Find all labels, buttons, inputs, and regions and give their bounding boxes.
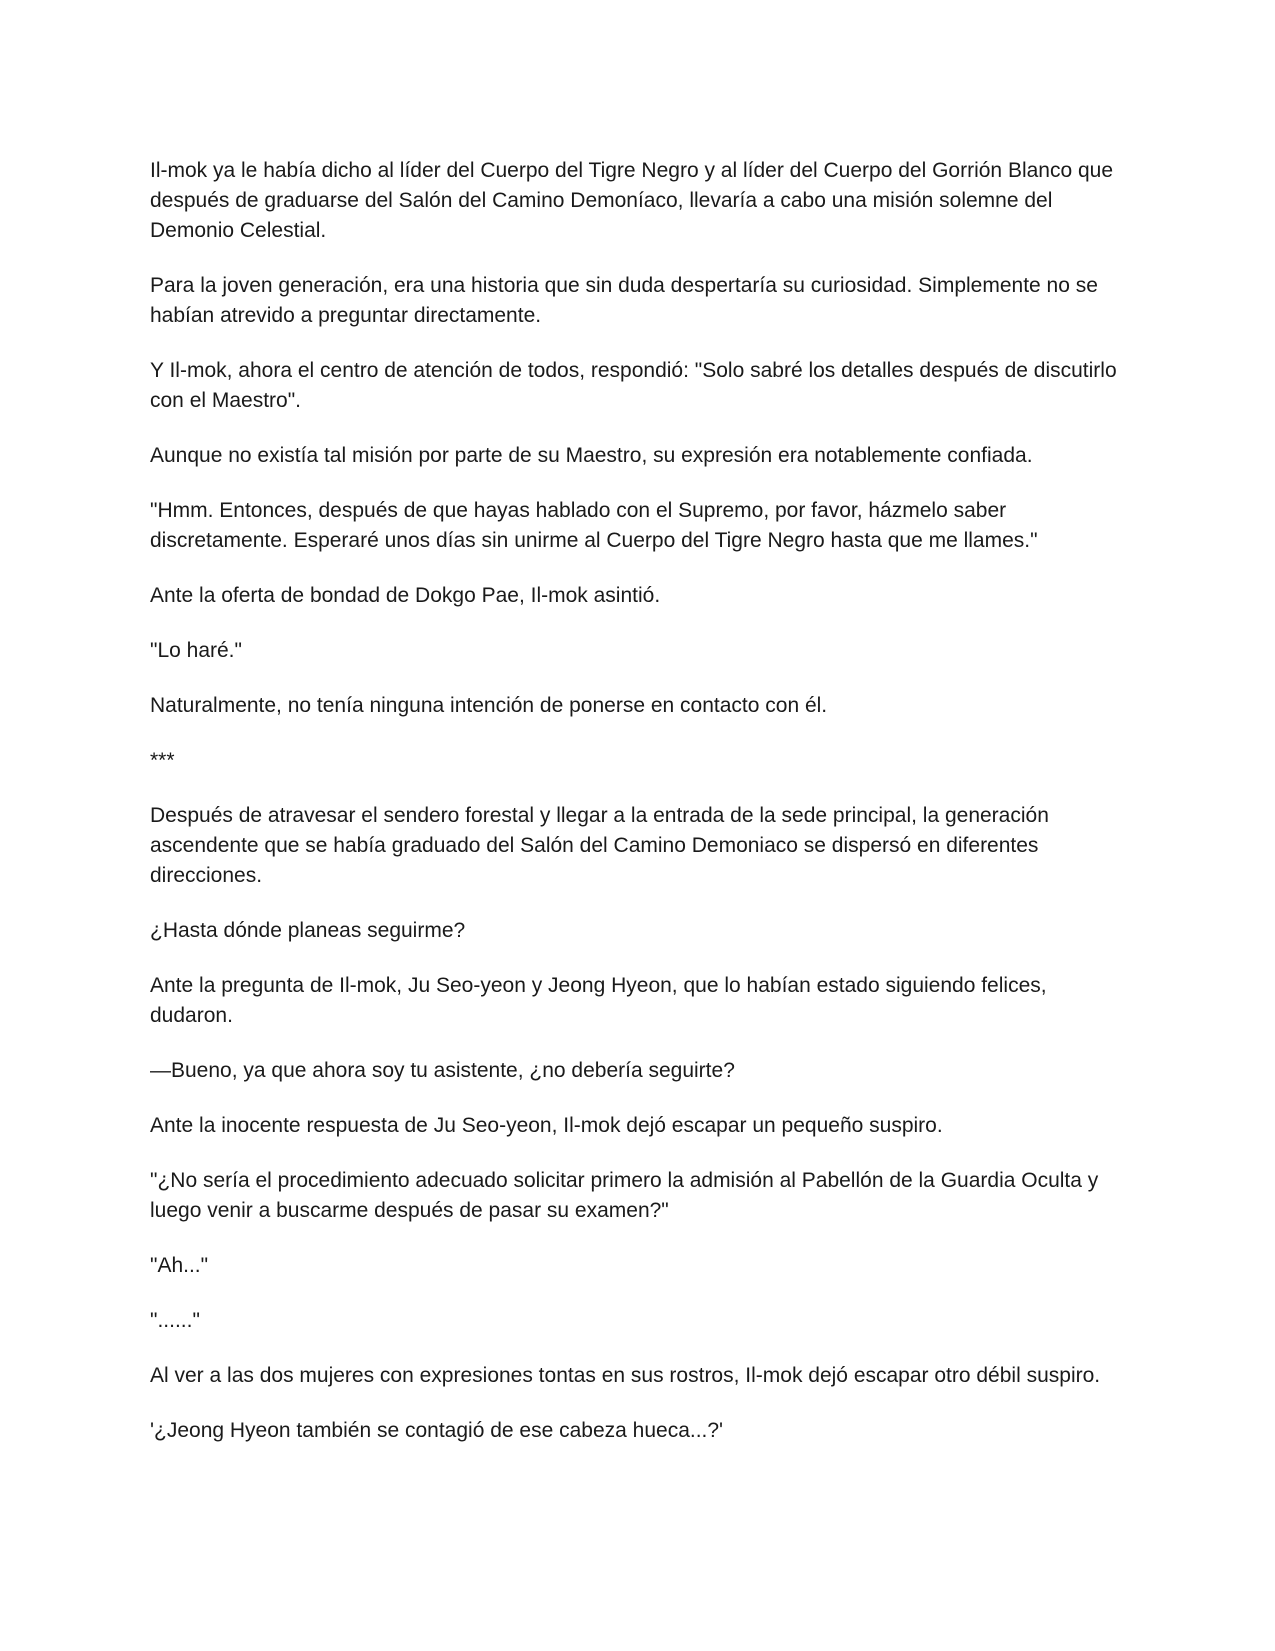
paragraph-6: Ante la oferta de bondad de Dokgo Pae, Il-mok asintió.	[150, 584, 661, 607]
paragraph-3: Y Il-mok, ahora el centro de atención de todos, respondió: "Solo sabré los detalles después de discutirlo con el Maestro".	[150, 359, 1117, 412]
paragraph-7: "Lo haré."	[150, 639, 242, 662]
paragraph-16: "Ah..."	[150, 1254, 209, 1277]
paragraph-1: Il-mok ya le había dicho al líder del Cuerpo del Tigre Negro y al líder del Cuerpo del Gorrión Blanco que después de graduarse del Salón del Camino Demoníaco, llevaría a cabo una misión solemne del Demonio Celestial.	[150, 159, 1114, 242]
paragraph-18: Al ver a las dos mujeres con expresiones tontas en sus rostros, Il-mok dejó escapar otro débil suspiro.	[150, 1364, 1101, 1387]
paragraph-4: Aunque no existía tal misión por parte de su Maestro, su expresión era notablemente confiada.	[150, 444, 1033, 467]
paragraph-13: —Bueno, ya que ahora soy tu asistente, ¿no debería seguirte?	[150, 1059, 735, 1082]
paragraph-5: "Hmm. Entonces, después de que hayas hablado con el Supremo, por favor, házmelo saber discretamente. Esperaré unos días sin unirme al Cuerpo del Tigre Negro hasta que me llames."	[150, 499, 1038, 552]
scene-break: ***	[150, 749, 175, 772]
paragraph-15: "¿No sería el procedimiento adecuado solicitar primero la admisión al Pabellón de la Guardia Oculta y luego venir a buscarme después de pasar su examen?"	[150, 1169, 1099, 1222]
paragraph-17: "......"	[150, 1309, 200, 1332]
document-body	[150, 156, 1125, 1446]
paragraph-8: Naturalmente, no tenía ninguna intención de ponerse en contacto con él.	[150, 694, 828, 717]
paragraph-11: ¿Hasta dónde planeas seguirme?	[150, 919, 466, 942]
paragraph-19: '¿Jeong Hyeon también se contagió de ese cabeza hueca...?'	[150, 1419, 724, 1442]
paragraph-2: Para la joven generación, era una historia que sin duda despertaría su curiosidad. Simplemente no se habían atrevido a preguntar directamente.	[150, 274, 1098, 327]
paragraph-12: Ante la pregunta de Il-mok, Ju Seo-yeon y Jeong Hyeon, que lo habían estado siguiendo felices, dudaron.	[150, 974, 1047, 1027]
paragraph-10: Después de atravesar el sendero forestal y llegar a la entrada de la sede principal, la generación ascendente que se había graduado del Salón del Camino Demoniaco se dispersó en diferentes direcciones.	[150, 804, 1049, 887]
paragraph-14: Ante la inocente respuesta de Ju Seo-yeon, Il-mok dejó escapar un pequeño suspiro.	[150, 1114, 943, 1137]
